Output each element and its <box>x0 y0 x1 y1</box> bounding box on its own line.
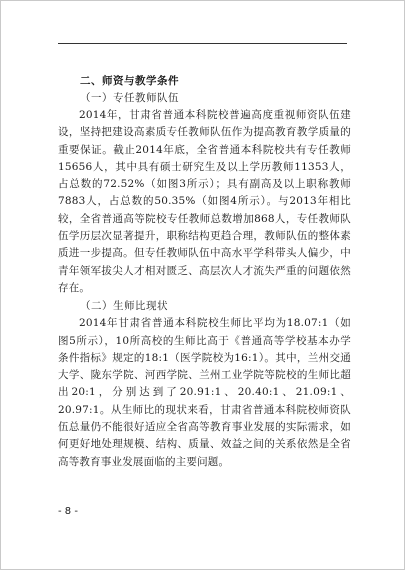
section-heading: 二、师资与教学条件 <box>80 75 179 87</box>
header-rule <box>58 43 347 44</box>
subsection-heading-teachers: （一）专任教师队伍 <box>80 92 179 104</box>
page-content <box>58 73 351 471</box>
page-number: - 8 - <box>58 506 78 517</box>
subsection-heading-ratio: （二）生师比现状 <box>80 300 168 313</box>
paragraph-teachers: 2014年，甘肃省普通本科院校普遍高度重视师资队伍建设，坚持把建设高素质专任教师队伍作为提高教育教学质量的重要保证。截止2014年底，全省普通本科院校共有专任教师15656人，其中具有硕士研究生及以上学历教师11353人，占总数的72.52%（如图3所示）；具有副高及以上职称教师7883人，占总数的50.35%（如图4所示）。与2013年相比较，全省普通高等院校专任教师总数增加868人，专任教师队伍学历层次显著提升，职称结构更趋合理，教师队伍的整体素质进一步提高。但专任教师队伍中高水平学科带头人偏少，中青年领军拔尖人才相对匮乏、高层次人才流失严重的问题依然存在。 <box>58 109 351 294</box>
paragraph-ratio: 2014年甘肃省普通本科院校生师比平均为18.07:1（如图5所示），10所高校的生师比高于《普通高等学校基本办学条件指标》规定的18:1（医学院校为16:1）。其中，兰州交通大学、陇东学院、河西学院、兰州工业学院等院校的生师比超出20:1，分别达到了20.91:1、20.40:1、21.09:1、20.97:1。从生师比的现状来看，甘肃省普通本科院校师资队伍总量仍不能很好适应全省高等教育事业发展的实际需求，如何更好地处理规模、结构、质量、效益之间的关系依然是全省高等教育事业发展面临的主要问题。 <box>58 317 351 468</box>
